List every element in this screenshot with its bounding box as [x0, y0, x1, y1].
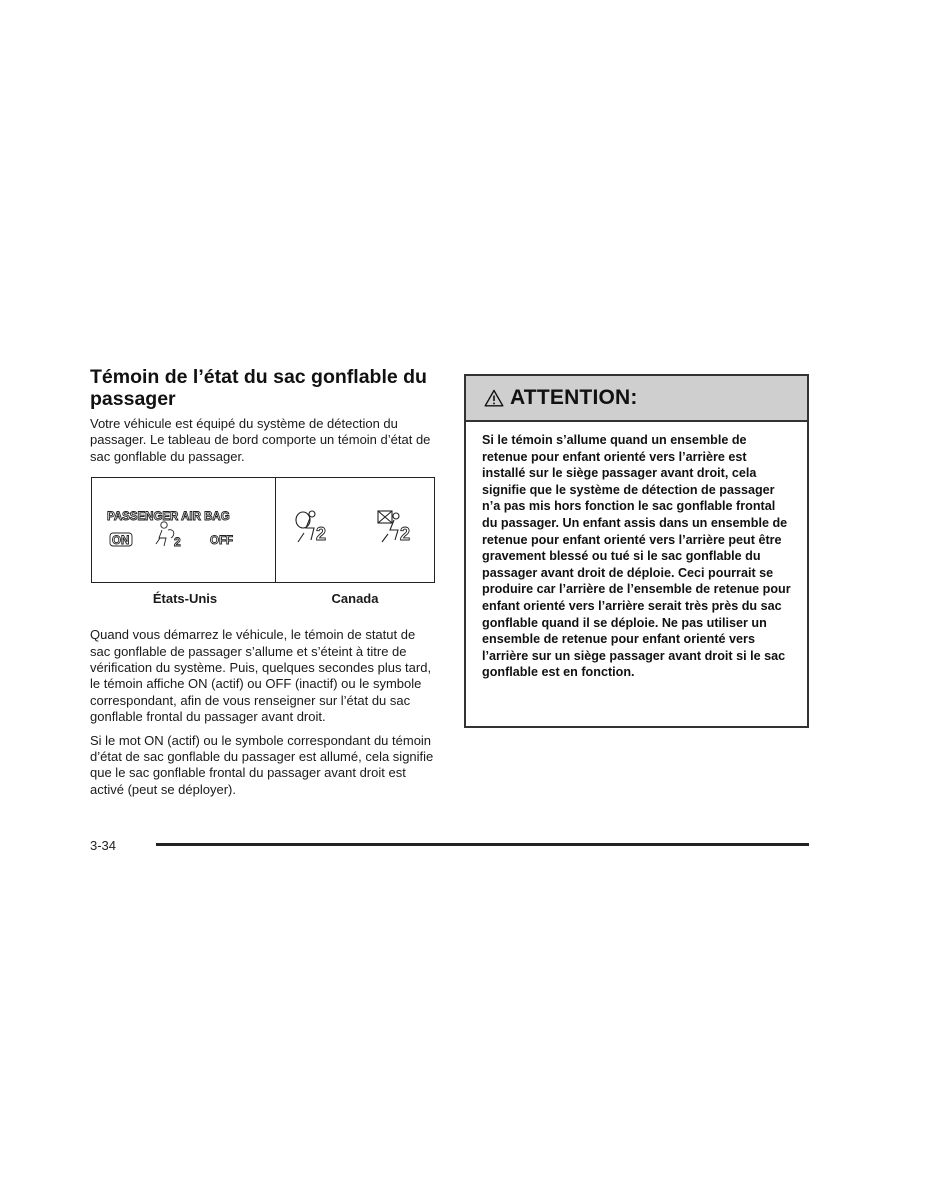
on-label: ON	[112, 535, 130, 548]
warning-triangle-icon	[484, 389, 504, 407]
us-indicator-panel	[91, 477, 279, 583]
attention-header	[466, 376, 807, 422]
airbag-on-symbol-icon	[296, 511, 326, 544]
off-label: OFF	[210, 535, 233, 548]
section-heading: Témoin de l’état du sac gonflable du passager	[90, 366, 427, 410]
airbag-seat-icon	[156, 522, 181, 549]
body-paragraph: Si le mot ON (actif) ou le symbole correspondant du témoin d’état de sac gonflable du passager est allumé, cela signifie que le sac gonflable frontal du passager avant droit est activé (peut se déployer).	[90, 732, 434, 797]
body-paragraph: Quand vous démarrez le véhicule, le témoin de statut de sac gonflable de passager s’allume et s’éteint à titre de vérification du système. Puis, quelques secondes plus tard, le témoin affiche ON (actif) ou OFF (inactif) ou le symbole correspondant, afin de vous renseigner sur l’état du sac gonflable frontal du passager avant droit.	[90, 627, 432, 725]
us-indicator-graphic	[92, 478, 277, 581]
left-column	[90, 366, 436, 798]
attention-title: ATTENTION:	[510, 386, 638, 409]
airbag-off-symbol-icon	[378, 511, 410, 544]
intro-paragraph: Votre véhicule est équipé du système de détection du passager. Le tableau de bord comporte un témoin d’état de sac gonflable du passager.	[90, 416, 431, 464]
canada-caption: Canada	[331, 591, 379, 607]
footer-divider	[156, 843, 809, 846]
canada-indicator-graphic	[276, 478, 433, 581]
page-number: 3-34	[90, 838, 117, 853]
passenger-air-bag-label: PASSENGER AIR BAG	[107, 511, 230, 524]
indicator-figures	[90, 477, 436, 627]
us-caption: États-Unis	[152, 591, 218, 607]
attention-box	[464, 374, 809, 728]
svg-text:2: 2	[174, 535, 181, 550]
attention-body: Si le témoin s’allume quand un ensemble de retenue pour enfant orienté vers l’arrière est installé sur le siège passager avant droit, cela signifie que le système de détection de passager n’a pas mis hors fonction le sac gonflable frontal du passager. Un enfant assis dans un ensemble de retenue pour enfant orienté vers l’arrière peut être gravement blessé ou tué si le sac gonflable du passager avant droit de déploie. Ceci pourrait se produire car l’arrière de l’ensemble de retenue pour enfant orienté vers l’arrière serait très près du sac gonflable quand il se déploie. Ne pas utiliser un ensemble de retenue pour enfant orienté vers l’arrière sur un siège passager avant droit si le sac gonflable est en fonction.	[482, 433, 791, 680]
svg-text:2: 2	[316, 524, 327, 545]
canada-indicator-panel	[275, 477, 435, 583]
svg-text:2: 2	[400, 524, 411, 545]
